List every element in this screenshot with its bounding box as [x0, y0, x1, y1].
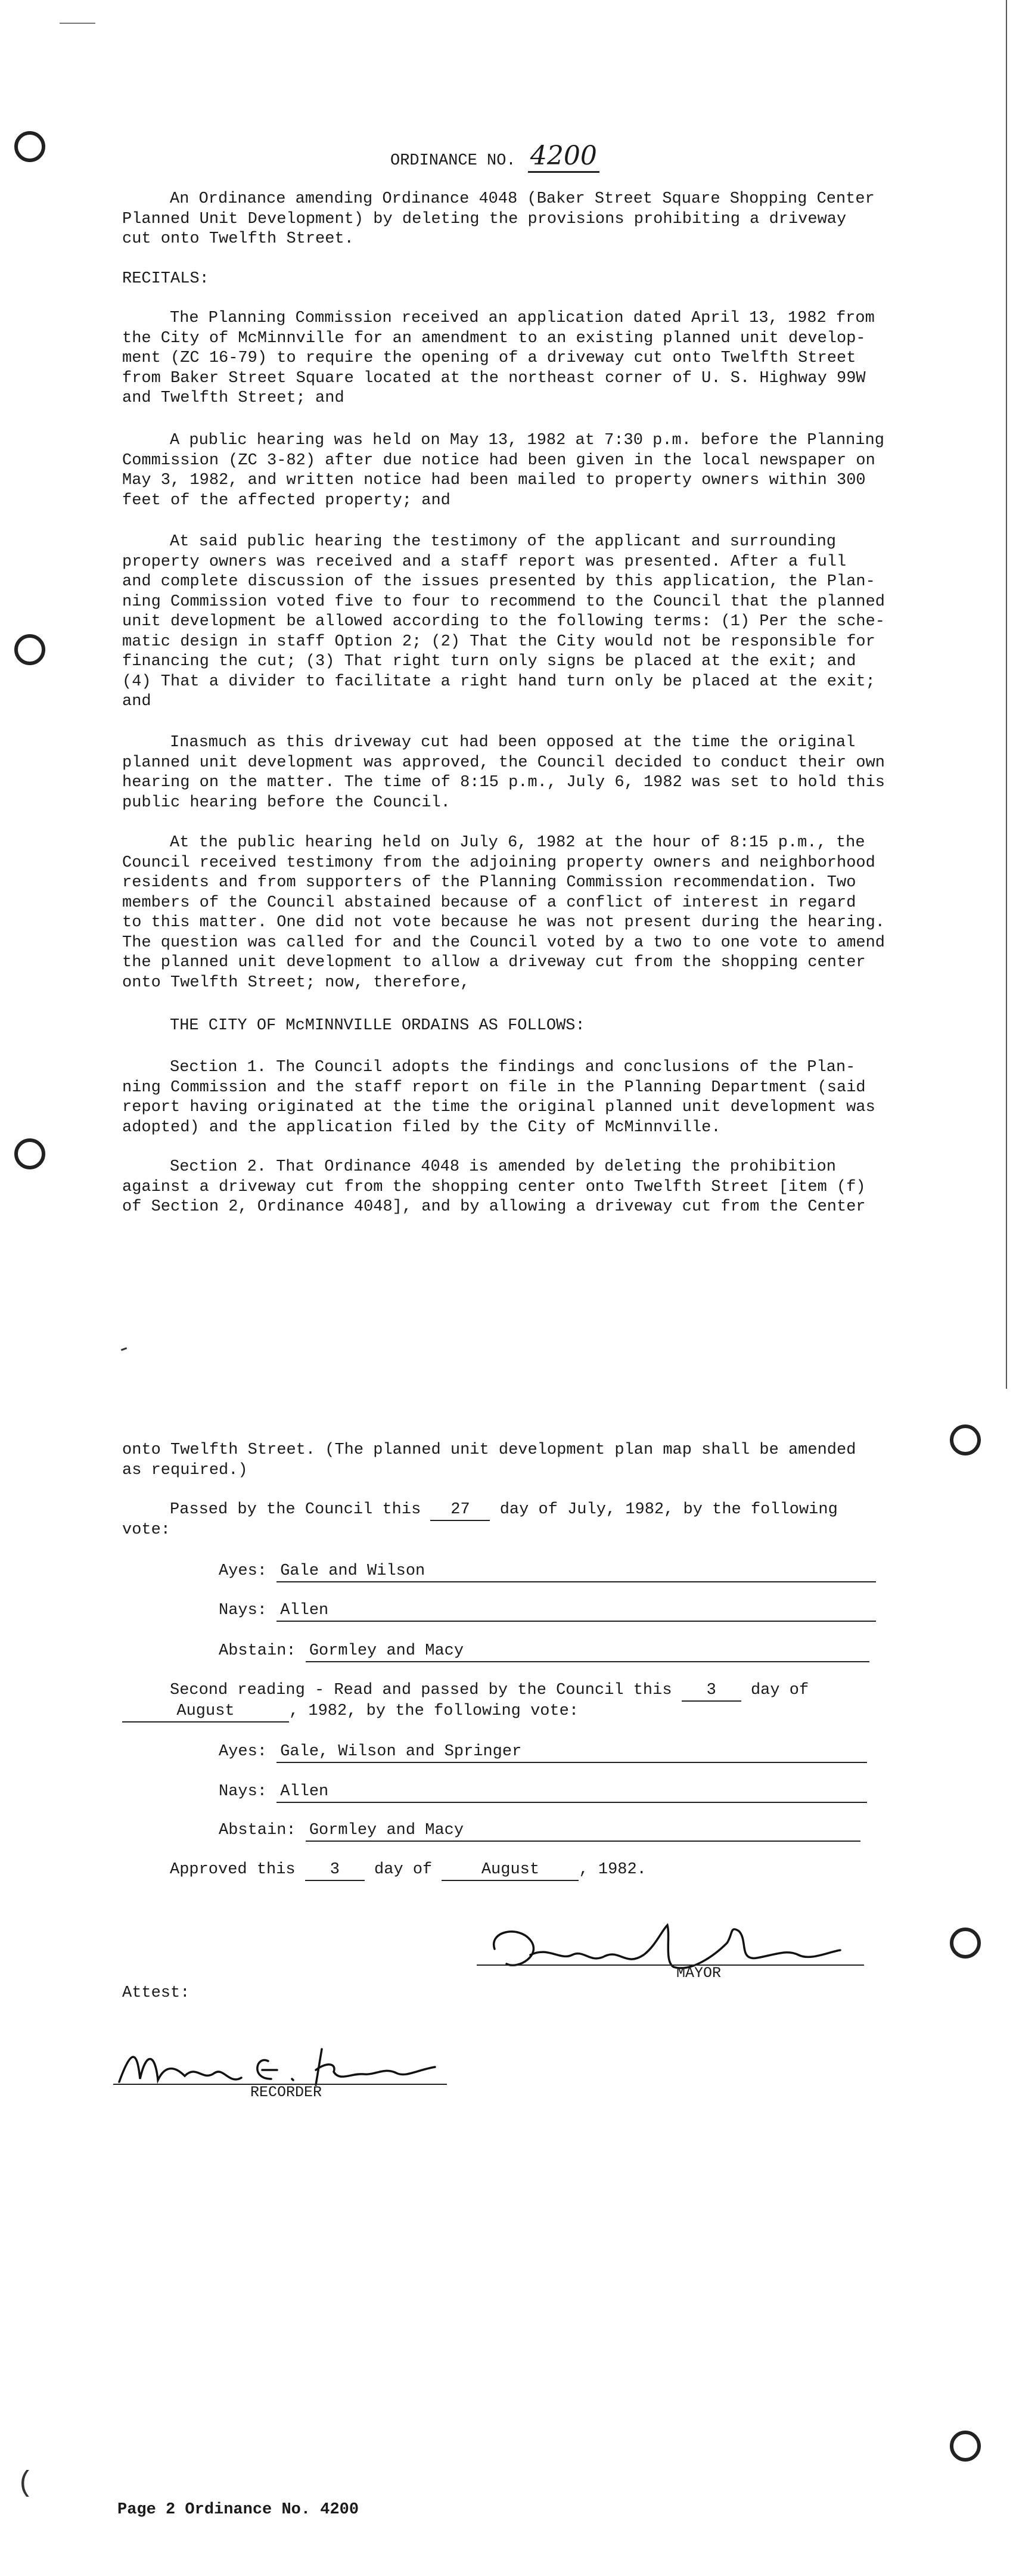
- approved-text-after: , 1982.: [579, 1861, 647, 1879]
- vote1-ayes: [219, 1562, 876, 1582]
- passed-vote-label: vote:: [122, 1521, 171, 1539]
- vote2-ayes-value: Gale, Wilson and Springer: [276, 1742, 867, 1763]
- punch-hole-right-1: [950, 1424, 981, 1455]
- vote2-abstain-value: Gormley and Macy: [306, 1821, 860, 1842]
- second-reading-text: Second reading - Read and passed by the Council this: [170, 1681, 672, 1699]
- vote2-ayes-label: Ayes:: [219, 1743, 268, 1761]
- punch-hole-left-1: [14, 131, 45, 162]
- second-reading-day: 3: [682, 1681, 741, 1702]
- punch-hole-left-3: [14, 1138, 45, 1169]
- corner-mark: [60, 23, 95, 24]
- vote1-abstain: [219, 1641, 869, 1662]
- mayor-label: MAYOR: [676, 1964, 722, 1982]
- recital-paragraph-3: At said public hearing the testimony of the applicant and surrounding property owners was received and a staff report was presented. After a full and complete discussion of the issues presented by this application, the Plan- ning Commission voted five to four to recommend to the Council that the planned unit development be allowed according to the following terms: (1) Per the sche- matic design in staff Option 2; (2) That the City would not be responsible for financing the cut; (3) That right turn only signs be placed at the exit; and (4) That a divider to facilitate a right hand turn only be placed at the exit; and: [122, 533, 885, 710]
- section-2-continued: onto Twelfth Street. (The planned unit development plan map shall be amended as required.): [122, 1441, 856, 1479]
- recorder-label: RECORDER: [250, 2084, 322, 2101]
- vote1-ayes-value: Gale and Wilson: [276, 1562, 876, 1582]
- recital-paragraph-2: A public hearing was held on May 13, 1982 at 7:30 p.m. before the Planning Commission (ZC 3-82) after due notice had been given in the local newspaper on May 3, 1982, and written notice had been mailed to property owners within 300 feet of the affected property; and: [122, 432, 884, 510]
- recital-paragraph-4: Inasmuch as this driveway cut had been opposed at the time the original planned unit development was approved, the Council decided to conduct their own hearing on the matter. The time of 8:15 p.m., July 6, 1982 was set to hold this public hearing before the Council.: [122, 734, 885, 812]
- section-2: Section 2. That Ordinance 4048 is amended by deleting the prohibition against a driveway cut from the shopping center onto Twelfth Street [item (f) of Section 2, Ordinance 4048], and by allowing a driveway cut from the Center: [122, 1158, 866, 1216]
- second-reading-line: [170, 1681, 809, 1702]
- intro-paragraph: An Ordinance amending Ordinance 4048 (Baker Street Square Shopping Center Planned Unit Development) by deleting the provisions prohibiting a driveway cut onto Twelfth Street.: [122, 190, 875, 248]
- stray-mark: [121, 1347, 127, 1351]
- punch-hole-left-2: [14, 634, 45, 665]
- punch-hole-right-2: [950, 1928, 981, 1959]
- page-right-edge: [1006, 0, 1007, 1389]
- mayor-signature-line: [477, 1964, 864, 1966]
- second-reading-text-after: , 1982, by the following vote:: [289, 1702, 579, 1720]
- second-reading-month: August: [122, 1702, 289, 1722]
- vote1-abstain-label: Abstain:: [219, 1642, 296, 1660]
- attest-label: Attest:: [122, 1984, 190, 2002]
- vote2-nays: [219, 1782, 867, 1803]
- section-1: Section 1. The Council adopts the findings and conclusions of the Plan- ning Commission and the staff report on file in the Planning Department (said report having originated at the time the original planned unit development was adopted) and the application filed by the City of McMinnville.: [122, 1059, 875, 1137]
- recitals-label: RECITALS:: [122, 270, 209, 288]
- ordinance-number: 4200: [528, 141, 599, 173]
- approved-day-of: day of: [374, 1861, 433, 1879]
- recital-paragraph-5: At the public hearing held on July 6, 1982 at the hour of 8:15 p.m., the Council received testimony from the adjoining property owners and neighborhood residents and from supporters of the Planning Commission recommendation. Two members of the Council abstained because of a conflict of interest in regard to this matter. One did not vote because he was not present during the hearing. The question was called for and the Council voted by a two to one vote to amend the planned unit development to allow a driveway cut from the shopping center onto Twelfth Street; now, therefore,: [122, 834, 885, 992]
- vote2-abstain: [219, 1821, 860, 1842]
- page-footer: Page 2 Ordinance No. 4200: [117, 2501, 359, 2519]
- vote2-ayes: [219, 1742, 867, 1763]
- approved-text: Approved this: [170, 1861, 296, 1879]
- approved-month: August: [442, 1860, 579, 1881]
- punch-hole-right-3: [950, 2431, 981, 2462]
- mayor-signature: [477, 1913, 870, 1979]
- vote2-nays-value: Allen: [276, 1782, 867, 1803]
- approved-line: [170, 1860, 647, 1881]
- vote1-nays: [219, 1601, 876, 1622]
- bracket-mark: (: [17, 2468, 34, 2500]
- vote1-nays-label: Nays:: [219, 1602, 268, 1619]
- second-reading-day-of: day of: [750, 1681, 809, 1699]
- vote1-abstain-value: Gormley and Macy: [306, 1641, 869, 1662]
- approved-day: 3: [305, 1860, 365, 1881]
- vote2-abstain-label: Abstain:: [219, 1821, 296, 1839]
- vote1-nays-value: Allen: [276, 1601, 876, 1622]
- passed-text-after: day of July, 1982, by the following: [499, 1501, 838, 1519]
- passed-text: Passed by the Council this: [170, 1501, 421, 1519]
- ordinance-heading: [390, 141, 599, 171]
- passed-day: 27: [430, 1500, 490, 1521]
- passed-line: [170, 1500, 838, 1521]
- ordinance-heading-prefix: ORDINANCE NO.: [390, 152, 516, 170]
- ordains-clause: THE CITY OF McMINNVILLE ORDAINS AS FOLLOWS:: [170, 1017, 585, 1035]
- vote1-ayes-label: Ayes:: [219, 1562, 268, 1580]
- recital-paragraph-1: The Planning Commission received an application dated April 13, 1982 from the City of McMinnville for an amendment to an existing planned unit develop- ment (ZC 16-79) to require the opening of a driveway cut onto Twelfth Street from Baker Street Square located at the northeast corner of U. S. Highway 99W and Twelfth Street; and: [122, 309, 875, 407]
- second-reading-line-2: [122, 1702, 579, 1722]
- vote2-nays-label: Nays:: [219, 1783, 268, 1801]
